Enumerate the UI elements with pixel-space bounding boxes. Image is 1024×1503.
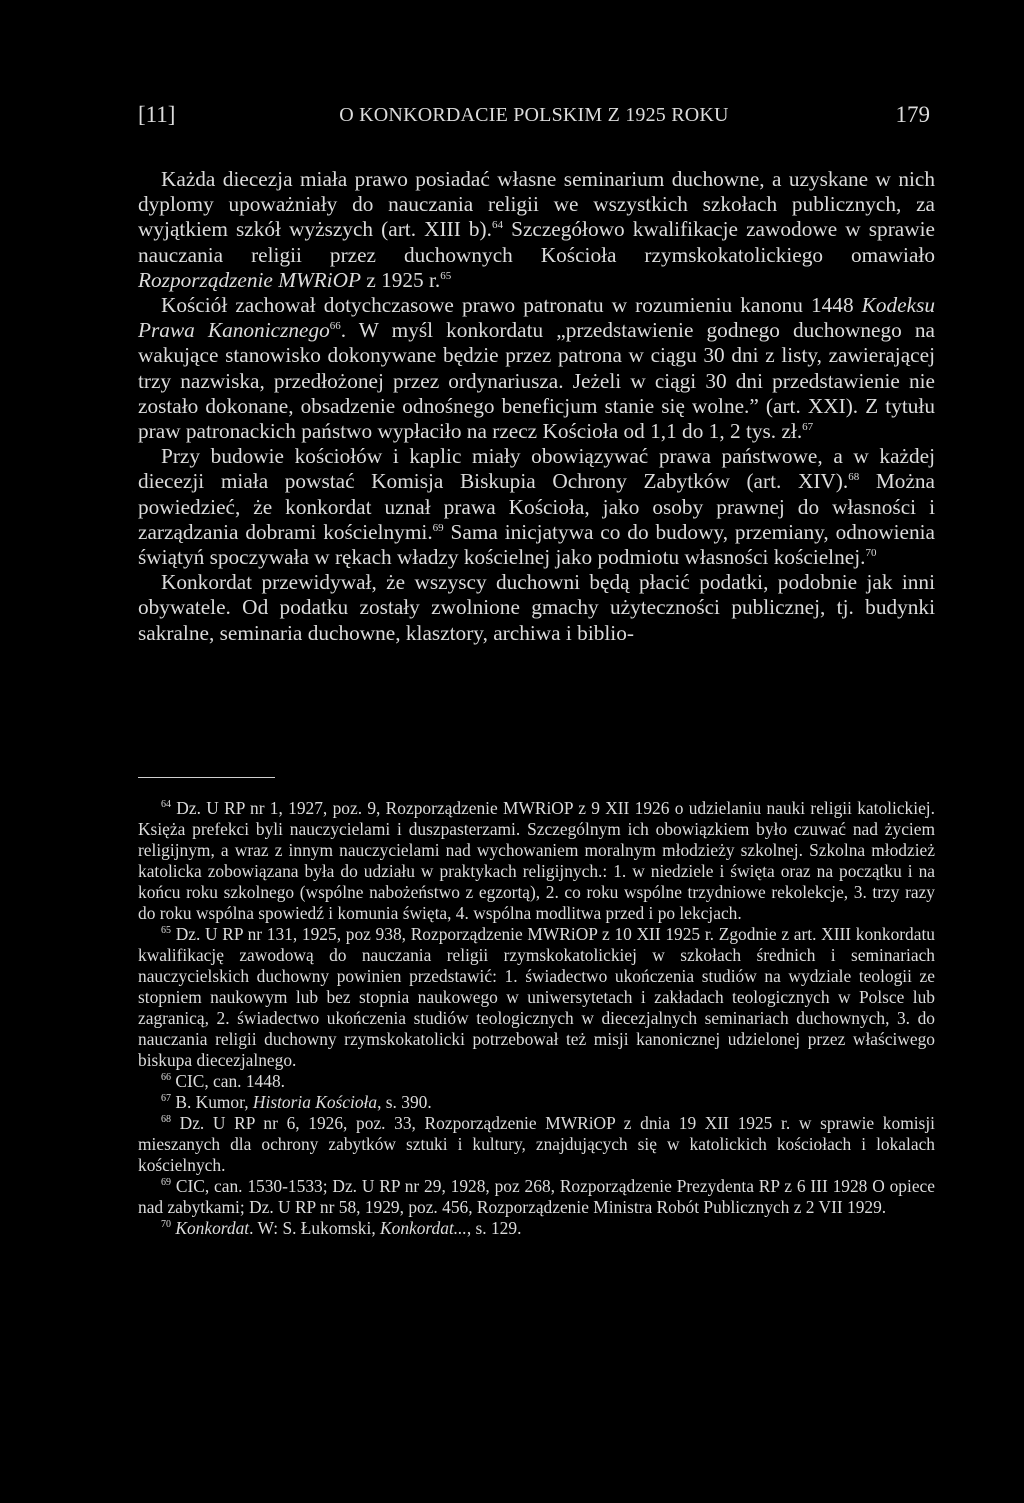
footnote: $^{68}$ Dz. U RP nr 6, 1926, poz. 33, Rozporządzenie MWRiOP z dnia 19 XII 1925 r. w sprawie komisji mieszanych dla ochrony zabytków sztuki i kultury, znajdujących się w katolickich kościołach i lokalach kościelnych. [138, 1113, 935, 1175]
footnote: $^{69}$ CIC, can. 1530-1533; Dz. U RP nr 29, 1928, poz 268, Rozporządzenie Prezydenta RP z 6 III 1928 O opiece nad zabytkami; Dz. U RP nr 58, 1929, poz. 456, Rozporządzenie Ministra Robót Publicznych z 2 VII 1929. [138, 1176, 935, 1217]
footnote: $^{67}$ B. Kumor, Historia Kościoła, s. 390. [161, 1092, 432, 1112]
running-title: O KONKORDACIE POLSKIM Z 1925 ROKU [339, 104, 729, 126]
paragraph: Konkordat przewidywał, że wszyscy duchowni będą płacić podatki, podobnie jak inni obywatele. Od podatku zostały zwolnione gmachy użyteczności publicznej, tj. budynki sakralne, seminaria duchowne, klasztory, archiwa i biblio- [138, 570, 935, 645]
footnote-ref: 67 [802, 421, 814, 434]
footnote-ref: 65 [440, 269, 452, 282]
footnote-ref: 64 [491, 219, 503, 232]
footnote: $^{66}$ CIC, can. 1448. [161, 1071, 285, 1091]
footnote-ref: 69 [432, 521, 444, 534]
page-section-number: [11] [138, 102, 176, 127]
footnote-ref: 68 [848, 471, 860, 484]
page-number: 179 [895, 102, 930, 127]
paragraph: Przy budowie kościołów i kaplic miały obowiązywać prawa państwowe, a w każdej diecezji miała powstać Komisja Biskupia Ochrony Zabytków (art. XIV).$^{68}$ Można powiedzieć, że konkordat uznał prawa Kościoła, jako osoby prawnej do własności i zarządzania dobrami kościelnymi.$^{69}$ Sama inicjatywa co do budowy, przemiany, odnowienia świątyń spoczywała w rękach władzy kościelnej jako podmiotu własności kościelnej.$^{70}$ [138, 444, 935, 570]
paragraph: Kościół zachował dotychczasowe prawo patronatu w rozumieniu kanonu 1448 Kodeksu Prawa Kanonicznego$^{66}$. W myśl konkordatu „przedstawienie godnego duchownego na wakujące stanowisko dokonywane będzie przez patrona w ciągu 30 dni z listy, zawierającej trzy nazwiska, przedłożonej przez ordynariusza. Jeżeli w ciągi 30 dni przedstawienie nie zostało dokonane, obsadzenie odnośnego beneficjum stanie się wolne.” (art. XXI). Z tytułu praw patronackich państwo wypłaciło na rzecz Kościoła od 1,1 do 1, 2 tys. zł.$^{67}$ [138, 293, 935, 444]
main-text [138, 167, 935, 646]
footnote: $^{70}$ Konkordat. W: S. Łukomski, Konkordat..., s. 129. [161, 1218, 522, 1238]
footnote-ref: 70 [865, 547, 877, 560]
footnote: $^{64}$ Dz. U RP nr 1, 1927, poz. 9, Rozporządzenie MWRiOP z 9 XII 1926 o udzielaniu nauki religii katolickiej. Księża prefekci byli nauczycielami i duszpasterzami. Szczególnym ich obowiązkiem było czuwać nad życiem religijnym, a wraz z innym nauczycielami nad wychowaniem moralnym młodzieży szkolnej. Szkolna młodzież katolicka zobowiązana była do udziału w praktykach religijnych.: 1. w niedziele i święta oraz na początku i na końcu roku szkolnego (wspólne nabożeństwo z egzortą), 2. co roku wspólne trzydniowe rekolekcje, 3. trzy razy do roku wspólna spowiedź i komunia święta, 4. wspólna modlitwa przed i po lekcjach. [138, 798, 935, 923]
paragraph: Każda diecezja miała prawo posiadać własne seminarium duchowne, a uzyskane w nich dyplomy upoważniały do nauczania religii we wszystkich szkołach publicznych, za wyjątkiem szkół wyższych (art. XIII b).$^{64}$ Szczegółowo kwalifikacje zawodowe w sprawie nauczania religii przez duchownych Kościoła rzymskokatolickiego omawiało Rozporządzenie MWRiOP z 1925 r.$^{65}$ [138, 167, 936, 292]
footnotes [138, 798, 935, 1239]
running-header [138, 100, 930, 130]
footnote-separator [138, 777, 275, 778]
footnote: $^{65}$ Dz. U RP nr 131, 1925, poz 938, Rozporządzenie MWRiOP z 10 XII 1925 r. Zgodnie z art. XIII konkordatu kwalifikację zawodową do nauczania religii rzymskokatolickiej w szkołach średnich i seminariach nauczycielskich duchowny powinien przedstawić: 1. świadectwo ukończenia studiów na wydziale teologii ze stopniem naukowym lub bez stopnia naukowego w uniwersytetach i zakładach teologicznych w Polsce lub zagranicą, 2. świadectwo ukończenia studiów teologicznych w diecezjalnych seminariach duchownych, 3. do nauczania religii duchowny rzymskokatolicki potrzebował też misji kanonicznej udzielonej przez właściwego biskupa diecezjalnego. [138, 924, 935, 1070]
footnote-ref: 66 [329, 320, 341, 333]
